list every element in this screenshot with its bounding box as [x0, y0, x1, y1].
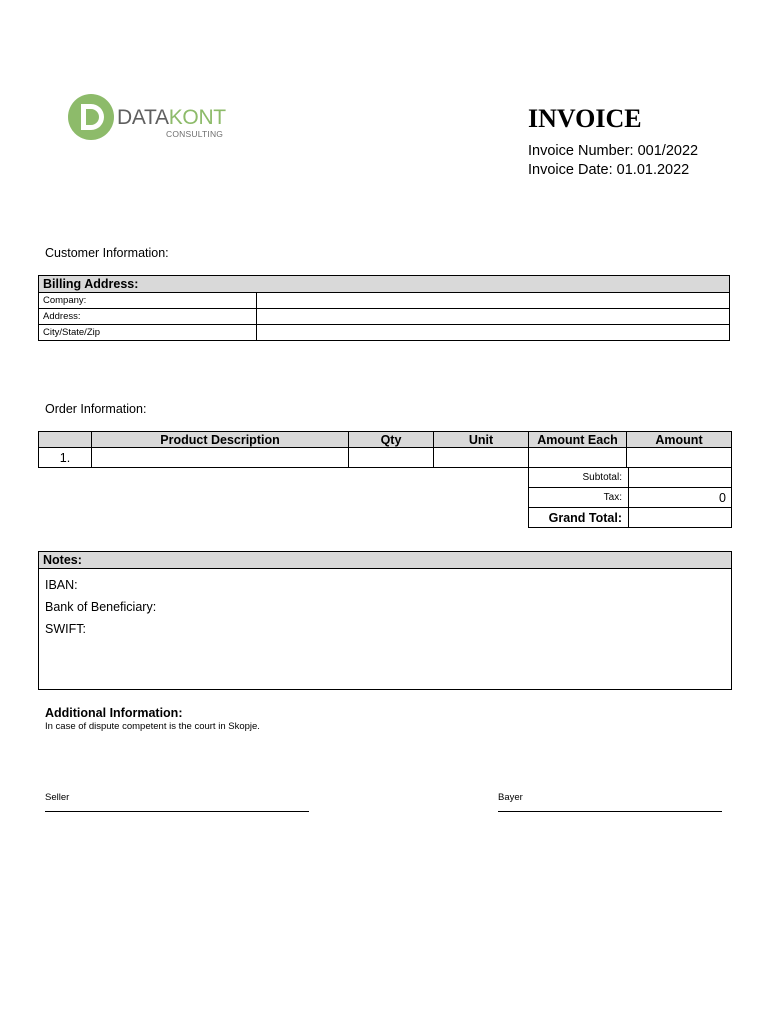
seller-signature-line [45, 811, 309, 812]
invoice-title: INVOICE [528, 104, 642, 133]
amount-cell[interactable] [627, 448, 732, 468]
unit-cell[interactable] [434, 448, 529, 468]
address-label: Address: [39, 309, 257, 325]
buyer-label: Bayer [498, 792, 523, 803]
tax-label: Tax: [529, 488, 629, 508]
buyer-signature-line [498, 811, 722, 812]
col-number-header [39, 432, 92, 448]
seller-label: Seller [45, 792, 70, 803]
billing-address-header: Billing Address: [39, 276, 730, 293]
billing-row-city [39, 325, 730, 341]
additional-info-text: In case of dispute competent is the court in Skopje. [45, 721, 260, 732]
company-label: Company: [39, 293, 257, 309]
tax-row [529, 488, 732, 508]
iban-label: IBAN: [45, 578, 78, 592]
customer-info-label: Customer Information: [45, 246, 169, 260]
notes-header: Notes: [39, 552, 731, 569]
billing-address-table [38, 275, 730, 341]
grand-total-label: Grand Total: [529, 508, 629, 528]
order-header-row [39, 432, 732, 448]
bank-label: Bank of Beneficiary: [45, 600, 157, 614]
subtotal-value[interactable] [629, 468, 732, 488]
grand-total-value[interactable] [629, 508, 732, 528]
order-table [38, 431, 732, 468]
row-number: 1. [39, 448, 92, 468]
invoice-number: Invoice Number: 001/2022 [528, 143, 699, 159]
qty-cell[interactable] [349, 448, 434, 468]
logo-wordmark: DATAKONT [117, 106, 226, 129]
notes-box [38, 551, 732, 690]
city-state-zip-label: City/State/Zip [39, 325, 257, 341]
description-cell[interactable] [92, 448, 349, 468]
col-unit-header: Unit [434, 432, 529, 448]
swift-label: SWIFT: [45, 622, 86, 636]
subtotal-label: Subtotal: [529, 468, 629, 488]
logo-d-icon [68, 94, 114, 140]
amount-each-cell[interactable] [529, 448, 627, 468]
billing-row-address [39, 309, 730, 325]
totals-table [528, 467, 732, 528]
table-row [39, 448, 732, 468]
col-amount-header: Amount [627, 432, 732, 448]
tax-value[interactable]: 0 [629, 488, 732, 508]
col-description-header: Product Description [92, 432, 349, 448]
billing-row-company [39, 293, 730, 309]
additional-info-title: Additional Information: [45, 706, 183, 720]
order-info-label: Order Information: [45, 402, 147, 416]
address-field[interactable] [257, 309, 730, 325]
company-logo [68, 94, 228, 144]
col-qty-header: Qty [349, 432, 434, 448]
logo-mark [68, 94, 114, 140]
col-amount-each-header: Amount Each [529, 432, 627, 448]
invoice-date: Invoice Date: 01.01.2022 [528, 162, 690, 178]
grand-total-row [529, 508, 732, 528]
subtotal-row [529, 468, 732, 488]
logo-subtitle: CONSULTING [166, 129, 224, 139]
city-state-zip-field[interactable] [257, 325, 730, 341]
company-field[interactable] [257, 293, 730, 309]
